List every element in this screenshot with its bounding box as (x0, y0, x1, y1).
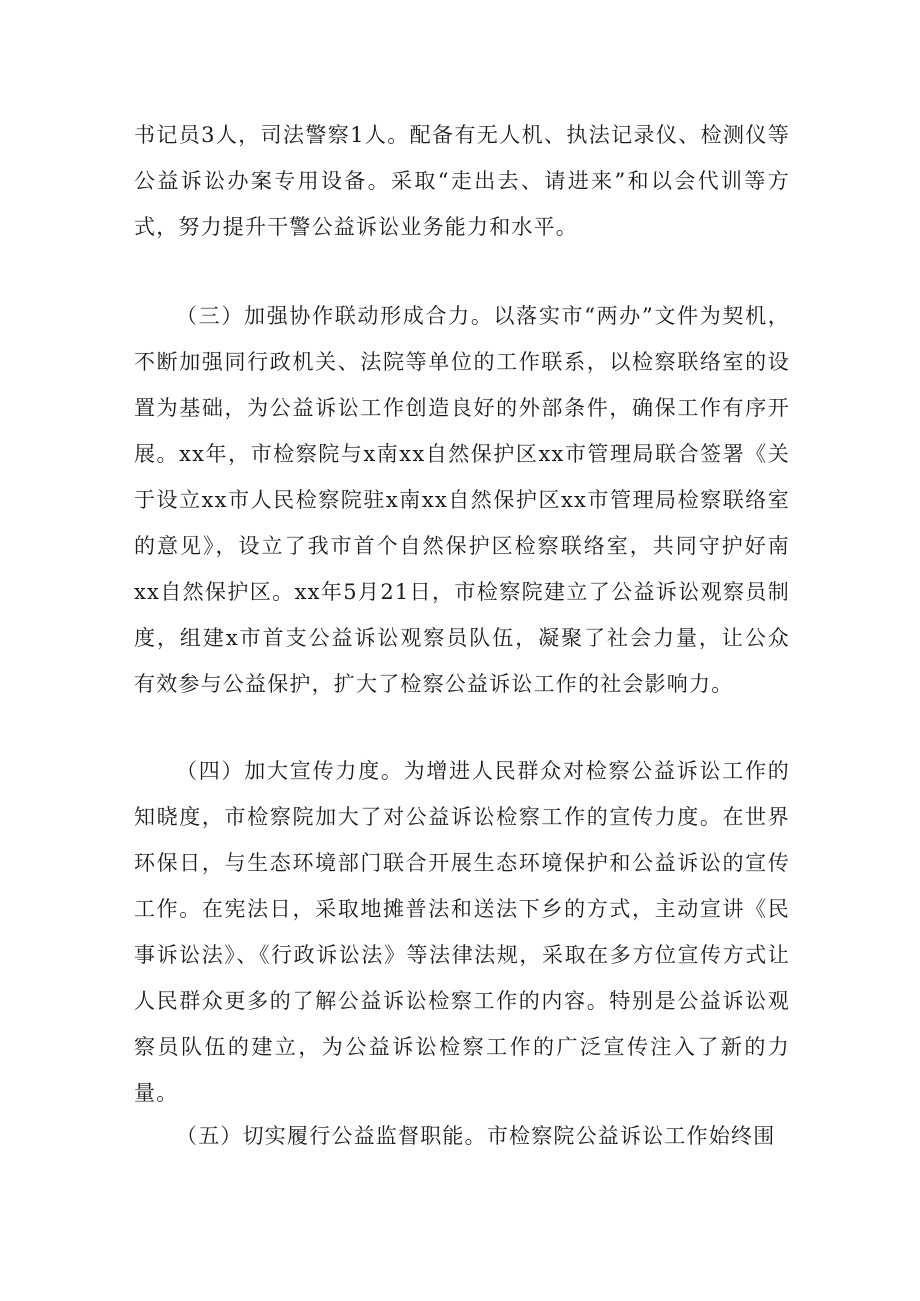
paragraph-text: 书记员3人，司法警察1人。配备有无人机、执法记录仪、检测仪等公益诉讼办案专用设备。采取“走出去、请进来”和以会代训等方式，努力提升干警公益诉讼业务能力和水平。 (134, 123, 790, 239)
section-heading-3: （三）加强协作联动形成合力。 (176, 304, 494, 328)
paragraph-section-3-cooperation (134, 293, 790, 707)
section-heading-4: （四）加大宣传力度。 (176, 759, 404, 783)
paragraph-personnel-equipment (134, 112, 790, 250)
paragraph-section-5-supervision (134, 1113, 790, 1159)
paragraph-text: 以落实市“两办”文件为契机，不断加强同行政机关、法院等单位的工作联系，以检察联络室的设置为基础，为公益诉讼工作创造良好的外部条件，确保工作有序开展。xx年，市检察院与x南xx自然保护区xx市管理局联合签署《关于设立xx市人民检察院驻x南xx自然保护区xx市管理局检察联络室的意见》，设立了我市首个自然保护区检察联络室，共同守护好南xx自然保护区。xx年5月21日，市检察院建立了公益诉讼观察员制度，组建x市首支公益诉讼观察员队伍，凝聚了社会力量，让公众有效参与公益保护，扩大了检察公益诉讼工作的社会影响力。 (134, 304, 790, 696)
paragraph-text: 市检察院公益诉讼工作始终围 (486, 1124, 776, 1148)
section-heading-5: （五）切实履行公益监督职能。 (176, 1124, 487, 1148)
paragraph-section-4-publicity (134, 748, 790, 1116)
paragraph-text: 为增进人民群众对检察公益诉讼工作的知晓度，市检察院加大了对公益诉讼检察工作的宣传力度。在世界环保日，与生态环境部门联合开展生态环境保护和公益诉讼的宣传工作。在宪法日，采取地摊普法和送法下乡的方式，主动宣讲《民事诉讼法》、《行政诉讼法》等法律法规，采取在多方位宣传方式让人民群众更多的了解公益诉讼检察工作的内容。特别是公益诉讼观察员队伍的建立，为公益诉讼检察工作的广泛宣传注入了新的力量。 (134, 759, 791, 1105)
